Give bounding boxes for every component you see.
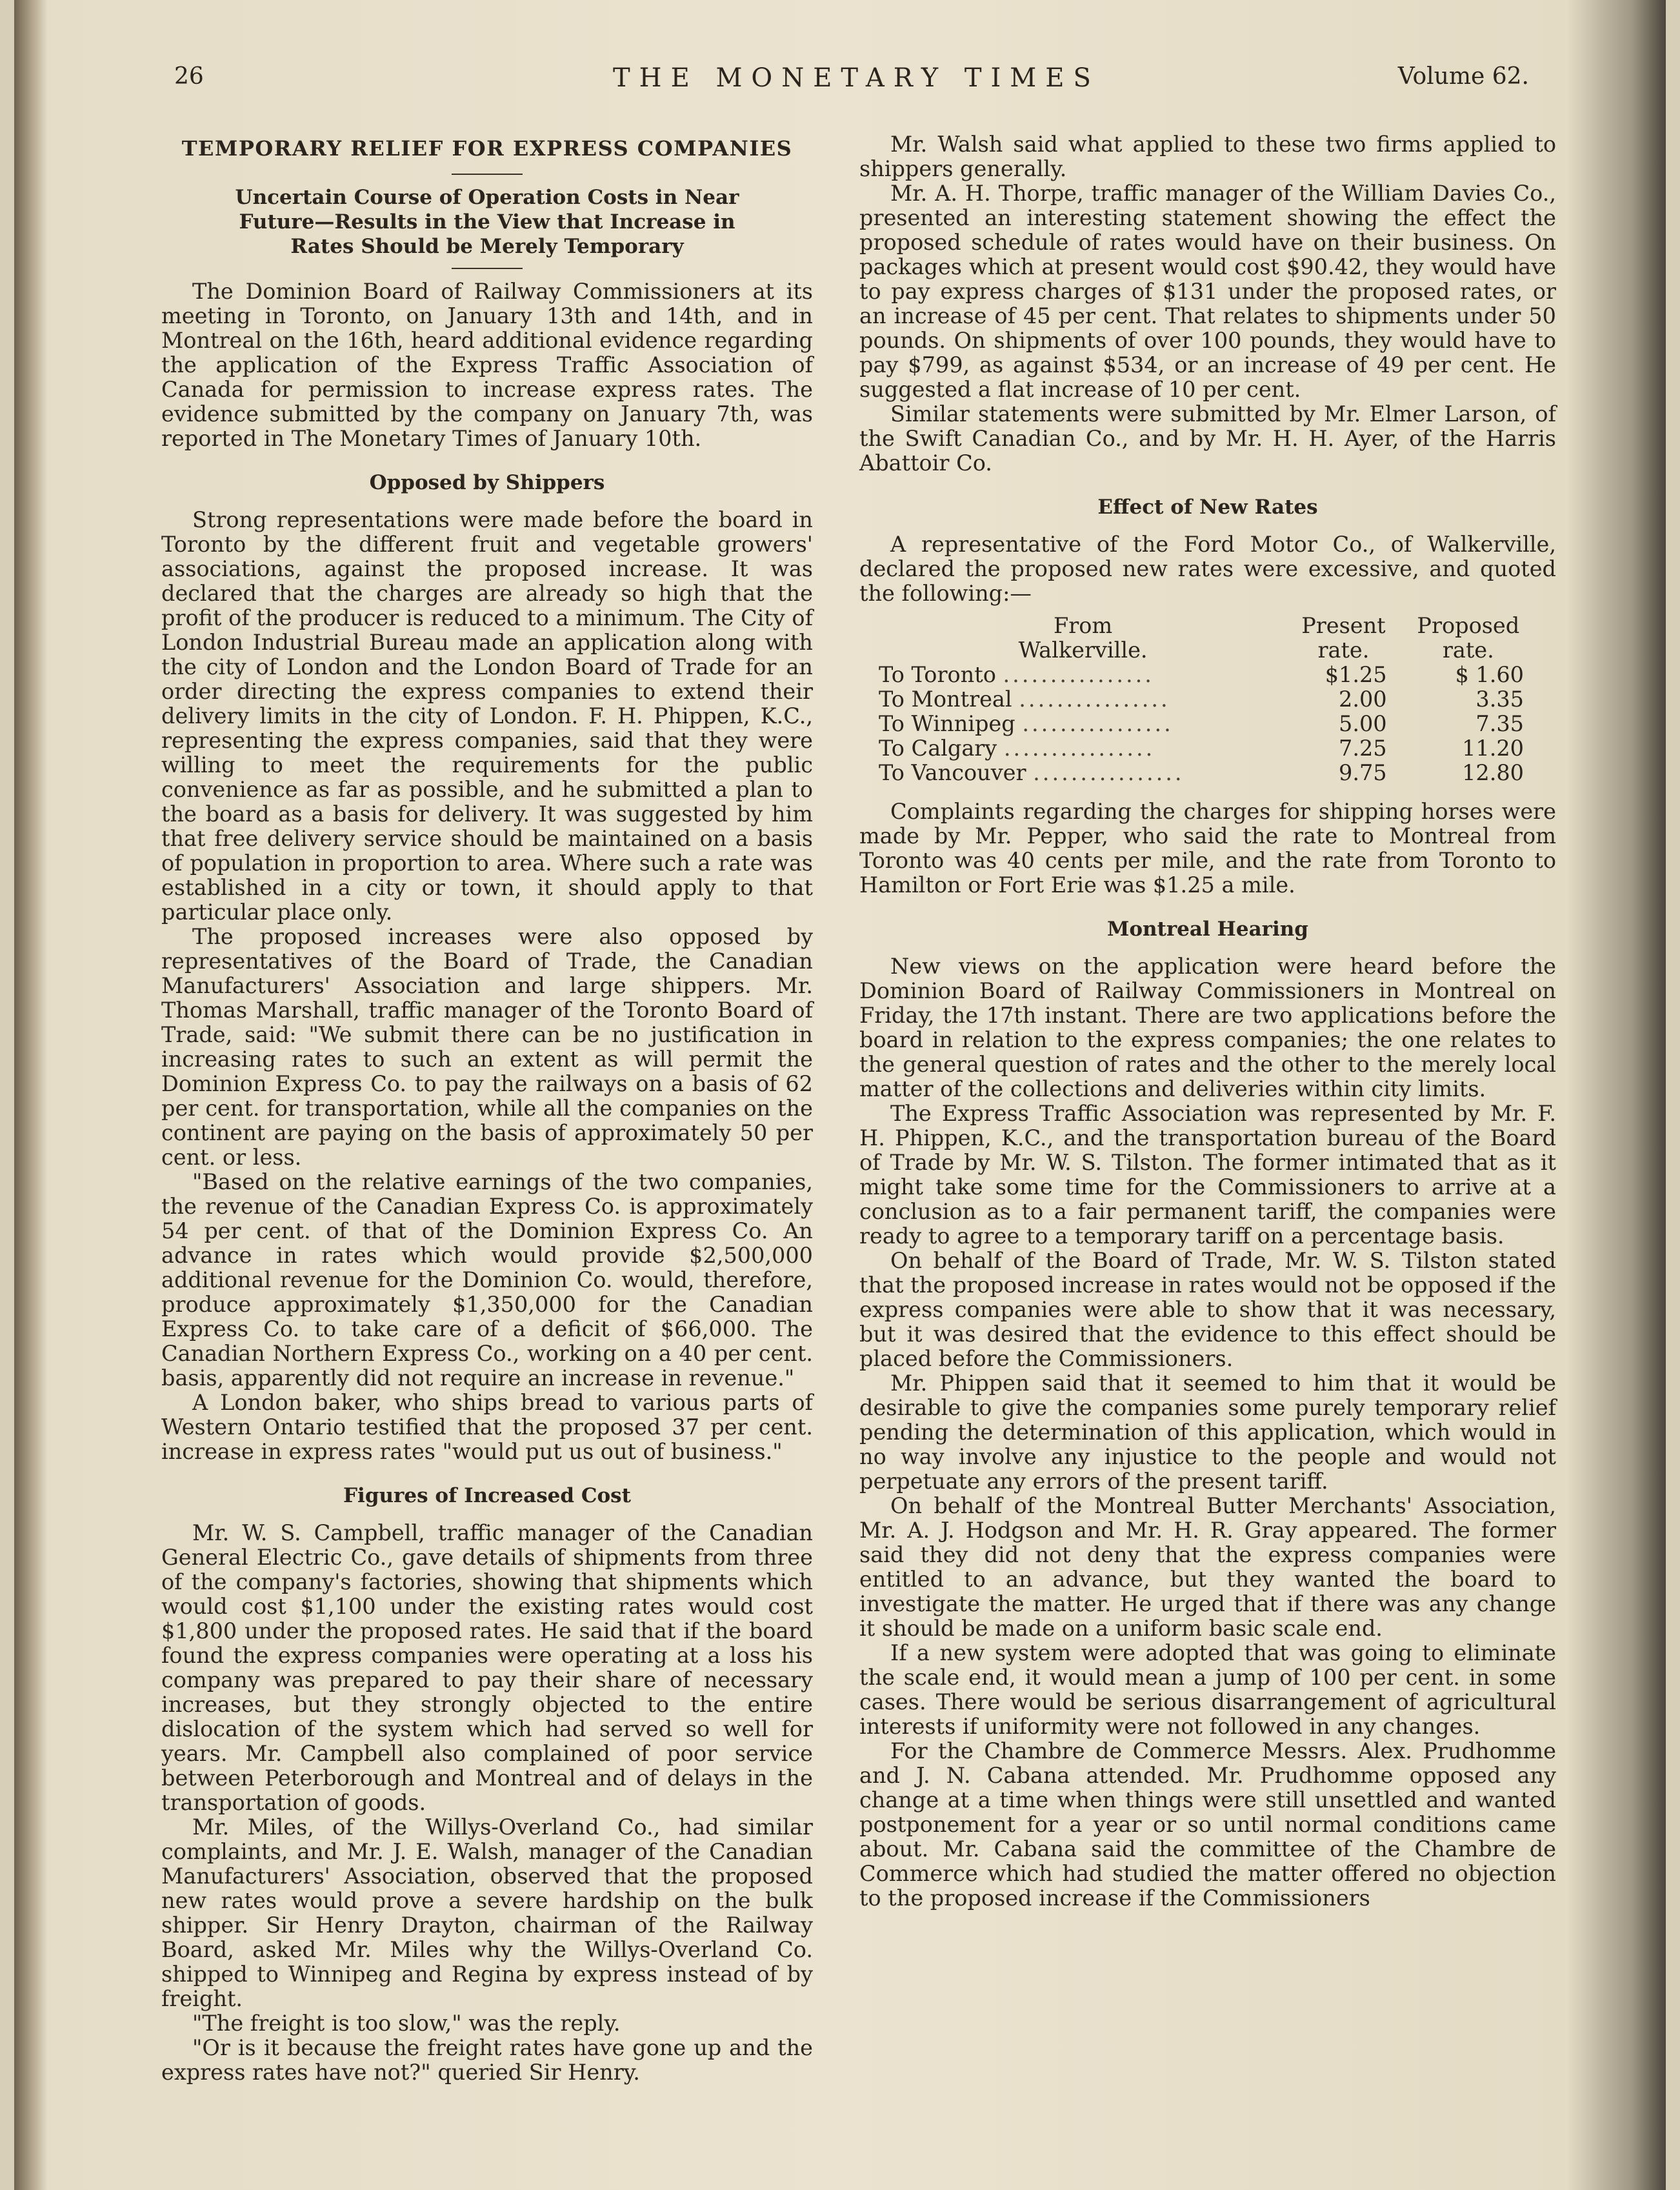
- paragraph: The Express Traffic Association was represented by Mr. F. H. Phippen, K.C., and the transportation bureau of the Board of Trade by Mr. W. S. Tilston. The former intimated that as it might take some time for the Commissioners to arrive at a conclusion as to a fair permanent tariff, the companies were ready to agree to a temporary tariff on a percentage basis.: [859, 1101, 1556, 1249]
- intro-paragraph: The Dominion Board of Railway Commissioners at its meeting in Toronto, on January 13th and 14th, and in Montreal on the 16th, heard additional evidence regarding the application of the Express Traffic Association of Canada for permission to increase express rates. The evidence submitted by the company on January 7th, was reported in The Monetary Times of January 10th.: [161, 279, 813, 451]
- proposed-rate: 3.35: [1475, 687, 1524, 712]
- page-number: 26: [174, 63, 204, 90]
- paragraph: Similar statements were submitted by Mr. Elmer Larson, of the Swift Canadian Co., and by Mr. H. H. Ayer, of the Harris Abattoir Co.: [859, 401, 1556, 476]
- paragraph: On behalf of the Montreal Butter Merchants' Association, Mr. A. J. Hodgson and Mr. H. R. Gray appeared. The former said they did not deny that the express companies were entitled to an advance, but they wanted the board to investigate the matter. He urged that if there was any change it should be made on a uniform basic scale end.: [859, 1493, 1556, 1641]
- present-rate: $1.25: [1325, 662, 1387, 687]
- paragraph: Mr. A. H. Thorpe, traffic manager of the William Davies Co., presented an interesting statement showing the effect the proposed schedule of rates would have on their business. On packages which at present would cost $90.42, they would have to pay express charges of $131 under the proposed rates, or an increase of 45 per cent. That relates to shipments under 50 pounds. On shipments of over 100 pounds, they would have to pay $799, as against $534, or an increase of 49 per cent. He suggested a flat increase of 10 per cent.: [859, 181, 1556, 402]
- leader-dots: ................: [1033, 760, 1185, 785]
- paragraph: A representative of the Ford Motor Co., of Walkerville, declared the proposed new rates were excessive, and quoted the following:—: [859, 532, 1556, 606]
- leader-dots: ................: [1022, 711, 1174, 736]
- paragraph: For the Chambre de Commerce Messrs. Alex. Prudhomme and J. N. Cabana attended. Mr. Prudhomme opposed any change at a time when things were still unsettled and wanted postponement for a year or so until normal conditions came about. Mr. Cabana said the committee of the Chambre de Commerce which had studied the matter offered no objection to the proposed increase if the Commissioners: [859, 1738, 1556, 1911]
- masthead: THE MONETARY TIMES: [613, 63, 1100, 93]
- section-heading-opposed: Opposed by Shippers: [369, 471, 605, 494]
- deck-rule: [452, 268, 523, 269]
- table-header-row: [879, 614, 1537, 638]
- destination: To Vancouver: [879, 760, 1026, 785]
- destination-cell: [879, 736, 1287, 761]
- header-cell: Walkerville.: [1018, 638, 1148, 663]
- right-column: [859, 132, 1556, 1911]
- present-rate: 7.25: [1339, 736, 1387, 761]
- paragraph: "The freight is too slow," was the reply.: [192, 2011, 621, 2036]
- table-row: [879, 761, 1537, 785]
- destination: To Montreal: [879, 687, 1012, 712]
- left-column: [161, 132, 813, 2085]
- table-header-row: [879, 638, 1537, 663]
- section-heading-effect: Effect of New Rates: [1097, 496, 1318, 519]
- paragraph: New views on the application were heard before the Dominion Board of Railway Commissioners in Montreal on Friday, the 17th instant. There are two applications before the board in relation to the express companies; the one relates to the general question of rates and the other to the merely local matter of the collections and deliveries within city limits.: [859, 954, 1556, 1101]
- destination: To Toronto: [879, 662, 996, 687]
- header-cell: rate.: [1442, 638, 1494, 663]
- volume-label: Volume 62.: [1397, 63, 1529, 90]
- paragraph: On behalf of the Board of Trade, Mr. W. S. Tilston stated that the proposed increase in rates would not be opposed if the express companies were able to show that it was necessary, but it was desired that the evidence to this effect should be placed before the Commissioners.: [859, 1248, 1556, 1371]
- proposed-rate: 7.35: [1475, 711, 1524, 736]
- paragraph: "Or is it because the freight rates have gone up and the express rates have not?" queried Sir Henry.: [161, 2035, 813, 2085]
- paragraph: Complaints regarding the charges for shipping horses were made by Mr. Pepper, who said the rate to Montreal from Toronto was 40 cents per mile, and the rate from Toronto to Hamilton or Fort Erie was $1.25 a mile.: [859, 799, 1556, 898]
- running-header: [161, 63, 1529, 102]
- header-cell: rate.: [1317, 638, 1370, 663]
- destination: To Winnipeg: [879, 711, 1015, 736]
- present-rate: 2.00: [1339, 687, 1387, 712]
- table-row: [879, 687, 1537, 712]
- leader-dots: ................: [1003, 662, 1154, 687]
- destination-cell: [879, 712, 1287, 736]
- present-rate: 5.00: [1339, 711, 1387, 736]
- article-deck: Uncertain Course of Operation Costs in Near Future—Results in the View that Increase in Rates Should be Merely Temporary: [235, 186, 739, 258]
- header-cell: From: [1054, 613, 1113, 638]
- table-row: [879, 736, 1537, 761]
- section-heading-montreal: Montreal Hearing: [1107, 918, 1308, 941]
- paragraph: "Based on the relative earnings of the two companies, the revenue of the Canadian Express Co. is approximately 54 per cent. of that of the Dominion Express Co. An advance in rates which would provide $2,500,000 additional revenue for the Dominion Co. would, therefore, produce approximately $1,350,000 for the Canadian Express Co. to take care of a deficit of $66,000. The Canadian Northern Express Co., working on a 40 per cent. basis, apparently did not require an increase in revenue.": [161, 1169, 813, 1391]
- destination-cell: [879, 663, 1287, 687]
- page-spine-shadow: [14, 0, 48, 2190]
- proposed-rate: 11.20: [1462, 736, 1524, 761]
- proposed-rate: 12.80: [1462, 760, 1524, 785]
- header-cell: Present: [1301, 613, 1386, 638]
- paragraph: If a new system were adopted that was going to eliminate the scale end, it would mean a jump of 100 per cent. in some cases. There would be serious disarrangement of agricultural interests if uniformity were not followed in any changes.: [859, 1640, 1556, 1739]
- paragraph: A London baker, who ships bread to various parts of Western Ontario testified that the proposed 37 per cent. increase in express rates "would put us out of business.": [161, 1390, 813, 1464]
- present-rate: 9.75: [1339, 760, 1387, 785]
- magazine-page: [14, 0, 1666, 2190]
- proposed-rate: $ 1.60: [1455, 662, 1524, 687]
- destination-cell: [879, 761, 1287, 785]
- table-row: [879, 712, 1537, 736]
- paragraph: Strong representations were made before the board in Toronto by the different fruit and vegetable growers' associations, against the proposed increase. It was declared that the charges are already so high that the profit of the producer is reduced to a minimum. The City of London Industrial Bureau made an application along with the city of London and the London Board of Trade for an order directing the express companies to extend their delivery limits in the city of London. F. H. Phippen, K.C., representing the express companies, said that they were willing to meet the requirements for the public convenience as far as possible, and he submitted a plan to the board as a basis for delivery. It was suggested by him that free delivery service should be maintained on a basis of population in proportion to area. Where such a rate was established in a city or town, it should apply to that particular place only.: [161, 507, 813, 925]
- rates-table: [879, 614, 1537, 785]
- destination: To Calgary: [879, 736, 997, 761]
- article-title: TEMPORARY RELIEF FOR EXPRESS COMPANIES: [181, 136, 793, 161]
- table-row: [879, 663, 1537, 687]
- paragraph: Mr. W. S. Campbell, traffic manager of the Canadian General Electric Co., gave details of shipments from three of the company's factories, showing that shipments which would cost $1,100 under the existing rates would cost $1,800 under the proposed rates. He said that if the board found the express companies were operating at a loss his company was prepared to pay their share of necessary increases, but they strongly objected to the entire dislocation of the system which had served so well for years. Mr. Campbell also complained of poor service between Peterborough and Montreal and of delays in the transportation of goods.: [161, 1520, 813, 1815]
- paragraph: Mr. Walsh said what applied to these two firms applied to shippers generally.: [859, 132, 1556, 181]
- header-cell: Proposed: [1417, 613, 1520, 638]
- leader-dots: ................: [1003, 736, 1155, 761]
- paragraph: Mr. Phippen said that it seemed to him that it would be desirable to give the companies some purely temporary relief pending the determination of this application, which would in no way involve any injustice to the people and would not perpetuate any errors of the present tariff.: [859, 1371, 1556, 1494]
- destination-cell: [879, 687, 1287, 712]
- title-rule: [452, 174, 523, 175]
- paragraph: Mr. Miles, of the Willys-Overland Co., had similar complaints, and Mr. J. E. Walsh, manager of the Canadian Manufacturers' Association, observed that the proposed new rates would prove a severe hardship on the bulk shipper. Sir Henry Drayton, chairman of the Railway Board, asked Mr. Miles why the Willys-Overland Co. shipped to Winnipeg and Regina by express instead of by freight.: [161, 1814, 813, 2011]
- leader-dots: ................: [1019, 687, 1170, 712]
- paragraph: The proposed increases were also opposed by representatives of the Board of Trade, the Canadian Manufacturers' Association and large shippers. Mr. Thomas Marshall, traffic manager of the Toronto Board of Trade, said: "We submit there can be no justification in increasing rates to such an extent as will permit the Dominion Express Co. to pay the railways on a basis of 62 per cent. for transportation, while all the companies on the continent are paying on the basis of approximately 50 per cent. or less.: [161, 924, 813, 1170]
- section-heading-figures: Figures of Increased Cost: [343, 1484, 631, 1507]
